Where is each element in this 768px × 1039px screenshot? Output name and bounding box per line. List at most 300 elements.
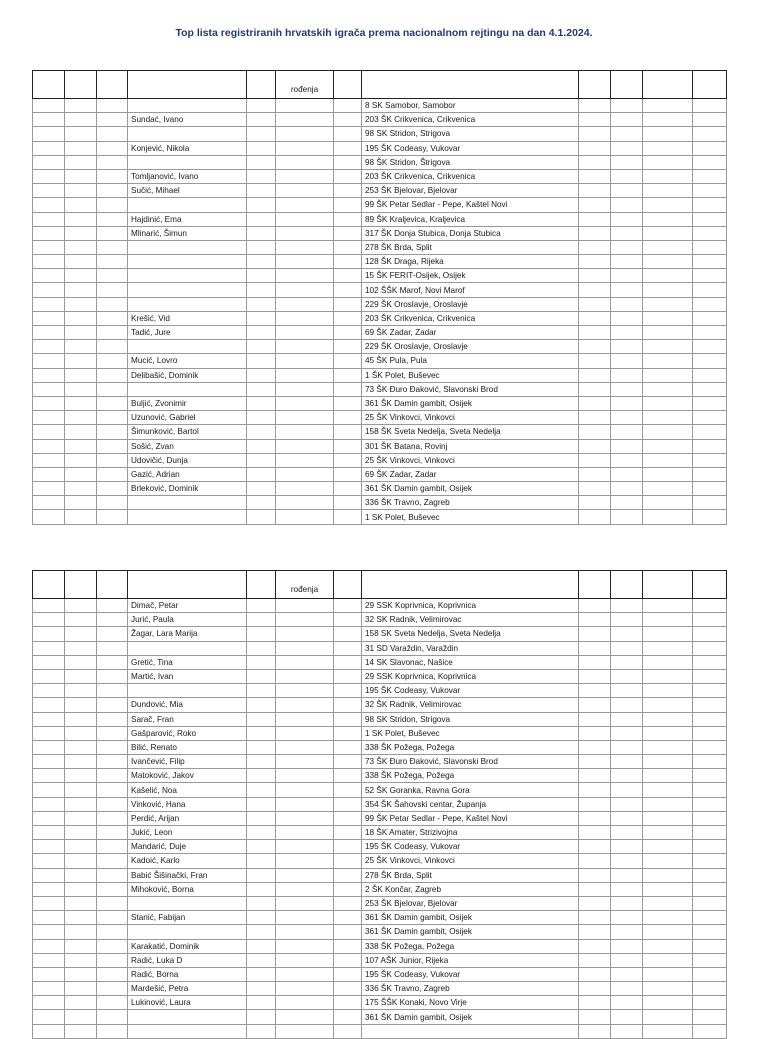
empty-cell <box>97 396 128 410</box>
club-name: 32 ŠK Radnik, Velimirovac <box>362 698 579 712</box>
empty-cell <box>643 439 693 453</box>
empty-cell <box>643 368 693 382</box>
empty-cell <box>65 882 97 896</box>
empty-cell <box>65 184 97 198</box>
empty-cell <box>579 797 611 811</box>
empty-cell <box>247 255 276 269</box>
table-row <box>33 868 727 882</box>
player-name <box>128 496 247 510</box>
table-row <box>33 396 727 410</box>
table-row <box>33 269 727 283</box>
empty-cell <box>247 698 276 712</box>
table-header-row <box>33 71 727 99</box>
empty-cell <box>693 425 727 439</box>
empty-cell <box>97 496 128 510</box>
empty-cell <box>334 967 362 981</box>
player-name: Gretić, Tina <box>128 655 247 669</box>
empty-cell <box>33 896 65 910</box>
table-row <box>33 967 727 981</box>
empty-cell <box>579 911 611 925</box>
club-name: 175 ŠŠK Konaki, Novo Virje <box>362 996 579 1010</box>
empty-cell <box>611 740 643 754</box>
empty-cell <box>579 283 611 297</box>
empty-cell <box>643 911 693 925</box>
table-row <box>33 1024 727 1038</box>
empty-cell <box>334 212 362 226</box>
empty-cell <box>579 868 611 882</box>
empty-cell <box>693 510 727 524</box>
empty-cell <box>643 354 693 368</box>
empty-cell <box>65 769 97 783</box>
empty-cell <box>611 127 643 141</box>
empty-cell <box>247 382 276 396</box>
empty-cell <box>611 996 643 1010</box>
table-row <box>33 641 727 655</box>
empty-cell <box>334 840 362 854</box>
empty-cell <box>643 226 693 240</box>
empty-cell <box>334 627 362 641</box>
empty-cell <box>33 127 65 141</box>
empty-cell <box>65 1024 97 1038</box>
empty-cell <box>334 726 362 740</box>
empty-cell <box>247 240 276 254</box>
empty-cell <box>334 255 362 269</box>
empty-cell <box>693 712 727 726</box>
table-row <box>33 510 727 524</box>
empty-cell <box>247 996 276 1010</box>
empty-cell <box>334 283 362 297</box>
empty-cell <box>611 726 643 740</box>
table-row <box>33 326 727 340</box>
table-row <box>33 684 727 698</box>
empty-cell <box>611 811 643 825</box>
empty-cell <box>247 496 276 510</box>
empty-cell <box>334 684 362 698</box>
empty-cell <box>97 925 128 939</box>
empty-cell <box>65 669 97 683</box>
empty-cell <box>334 797 362 811</box>
empty-cell <box>611 982 643 996</box>
empty-cell <box>334 826 362 840</box>
empty-cell <box>643 953 693 967</box>
empty-cell <box>276 797 334 811</box>
club-name: 8 SK Samobor, Samobor <box>362 99 579 113</box>
empty-cell <box>65 726 97 740</box>
empty-cell <box>247 169 276 183</box>
empty-cell <box>643 382 693 396</box>
empty-cell <box>579 826 611 840</box>
empty-cell <box>276 755 334 769</box>
empty-cell <box>334 882 362 896</box>
header-cell <box>247 71 276 99</box>
empty-cell <box>693 255 727 269</box>
club-name: 29 SSK Koprivnica, Koprivnica <box>362 599 579 613</box>
table-row <box>33 297 727 311</box>
empty-cell <box>33 854 65 868</box>
empty-cell <box>611 641 643 655</box>
table-row <box>33 726 727 740</box>
empty-cell <box>247 99 276 113</box>
club-name: 253 ŠK Bjelovar, Bjelovar <box>362 896 579 910</box>
empty-cell <box>693 297 727 311</box>
empty-cell <box>65 269 97 283</box>
empty-cell <box>693 882 727 896</box>
empty-cell <box>97 641 128 655</box>
empty-cell <box>643 896 693 910</box>
empty-cell <box>276 996 334 1010</box>
empty-cell <box>334 868 362 882</box>
empty-cell <box>97 613 128 627</box>
empty-cell <box>33 326 65 340</box>
empty-cell <box>643 198 693 212</box>
empty-cell <box>247 797 276 811</box>
empty-cell <box>65 967 97 981</box>
player-name: Ivančević, Filip <box>128 755 247 769</box>
empty-cell <box>334 113 362 127</box>
empty-cell <box>611 939 643 953</box>
club-name: 25 ŠK Vinkovci, Vinkovci <box>362 854 579 868</box>
empty-cell <box>334 439 362 453</box>
empty-cell <box>334 911 362 925</box>
empty-cell <box>276 967 334 981</box>
empty-cell <box>334 939 362 953</box>
empty-cell <box>334 482 362 496</box>
player-name: Gašparović, Roko <box>128 726 247 740</box>
empty-cell <box>611 882 643 896</box>
empty-cell <box>579 198 611 212</box>
empty-cell <box>643 326 693 340</box>
empty-cell <box>579 269 611 283</box>
player-name: Perdić, Arijan <box>128 811 247 825</box>
empty-cell <box>276 783 334 797</box>
empty-cell <box>334 496 362 510</box>
table-row <box>33 496 727 510</box>
club-name: 338 ŠK Požega, Požega <box>362 740 579 754</box>
empty-cell <box>97 982 128 996</box>
empty-cell <box>693 953 727 967</box>
empty-cell <box>33 240 65 254</box>
empty-cell <box>276 627 334 641</box>
empty-cell <box>334 854 362 868</box>
empty-cell <box>611 1010 643 1024</box>
club-name: 361 ŠK Damin gambit, Osijek <box>362 482 579 496</box>
empty-cell <box>579 712 611 726</box>
empty-cell <box>693 169 727 183</box>
empty-cell <box>693 684 727 698</box>
empty-cell <box>276 925 334 939</box>
empty-cell <box>579 297 611 311</box>
empty-cell <box>33 882 65 896</box>
empty-cell <box>693 896 727 910</box>
club-name: 14 SK Slavonac, Našice <box>362 655 579 669</box>
empty-cell <box>33 368 65 382</box>
empty-cell <box>33 212 65 226</box>
empty-cell <box>247 326 276 340</box>
club-name: 89 ŠK Kraljevica, Kraljevica <box>362 212 579 226</box>
empty-cell <box>611 599 643 613</box>
empty-cell <box>276 712 334 726</box>
club-name: 361 ŠK Damin gambit, Osijek <box>362 911 579 925</box>
empty-cell <box>247 982 276 996</box>
empty-cell <box>276 599 334 613</box>
empty-cell <box>579 169 611 183</box>
empty-cell <box>65 939 97 953</box>
player-name: Jurić, Paula <box>128 613 247 627</box>
club-name: 338 ŠK Požega, Požega <box>362 939 579 953</box>
empty-cell <box>693 269 727 283</box>
empty-cell <box>65 482 97 496</box>
empty-cell <box>611 510 643 524</box>
empty-cell <box>579 967 611 981</box>
empty-cell <box>579 226 611 240</box>
empty-cell <box>65 797 97 811</box>
empty-cell <box>693 184 727 198</box>
empty-cell <box>97 311 128 325</box>
empty-cell <box>276 1024 334 1038</box>
empty-cell <box>33 99 65 113</box>
header-cell <box>97 71 128 99</box>
player-name <box>128 240 247 254</box>
empty-cell <box>33 925 65 939</box>
empty-cell <box>276 740 334 754</box>
player-name: Karakatić, Dominik <box>128 939 247 953</box>
empty-cell <box>97 212 128 226</box>
empty-cell <box>33 641 65 655</box>
table-row <box>33 99 727 113</box>
empty-cell <box>276 467 334 481</box>
empty-cell <box>247 155 276 169</box>
player-name: Tadić, Jure <box>128 326 247 340</box>
empty-cell <box>334 740 362 754</box>
empty-cell <box>611 141 643 155</box>
player-name: Krešić, Vid <box>128 311 247 325</box>
empty-cell <box>334 169 362 183</box>
table-row <box>33 141 727 155</box>
empty-cell <box>579 184 611 198</box>
table-row <box>33 982 727 996</box>
empty-cell <box>97 840 128 854</box>
empty-cell <box>97 482 128 496</box>
empty-cell <box>643 811 693 825</box>
table-row <box>33 953 727 967</box>
empty-cell <box>97 755 128 769</box>
empty-cell <box>276 769 334 783</box>
empty-cell <box>693 669 727 683</box>
empty-cell <box>65 925 97 939</box>
club-name: 195 ŠK Codeasy, Vukovar <box>362 684 579 698</box>
empty-cell <box>65 684 97 698</box>
empty-cell <box>334 655 362 669</box>
empty-cell <box>334 712 362 726</box>
empty-cell <box>643 967 693 981</box>
empty-cell <box>247 453 276 467</box>
player-name: Lukinović, Laura <box>128 996 247 1010</box>
empty-cell <box>579 425 611 439</box>
empty-cell <box>33 226 65 240</box>
empty-cell <box>693 311 727 325</box>
empty-cell <box>247 510 276 524</box>
empty-cell <box>97 269 128 283</box>
empty-cell <box>33 382 65 396</box>
empty-cell <box>643 826 693 840</box>
empty-cell <box>33 1010 65 1024</box>
club-name: 203 ŠK Crikvenica, Crikvenica <box>362 113 579 127</box>
empty-cell <box>276 510 334 524</box>
empty-cell <box>65 226 97 240</box>
empty-cell <box>247 340 276 354</box>
player-name: Vinković, Hana <box>128 797 247 811</box>
empty-cell <box>334 297 362 311</box>
empty-cell <box>276 939 334 953</box>
empty-cell <box>65 283 97 297</box>
player-name: Bilić, Renato <box>128 740 247 754</box>
empty-cell <box>579 396 611 410</box>
empty-cell <box>579 510 611 524</box>
table-row <box>33 882 727 896</box>
empty-cell <box>247 269 276 283</box>
empty-cell <box>65 996 97 1010</box>
empty-cell <box>65 496 97 510</box>
header-cell <box>65 71 97 99</box>
empty-cell <box>65 99 97 113</box>
empty-cell <box>276 826 334 840</box>
empty-cell <box>611 311 643 325</box>
empty-cell <box>247 411 276 425</box>
empty-cell <box>579 982 611 996</box>
empty-cell <box>611 655 643 669</box>
header-cell <box>643 571 693 599</box>
club-name: 2 ŠK Končar, Zagreb <box>362 882 579 896</box>
table-row <box>33 439 727 453</box>
club-name: 203 ŠK Crikvenica, Crikvenica <box>362 169 579 183</box>
player-name: Sučić, Mihael <box>128 184 247 198</box>
club-name: 31 SD Varaždin, Varaždin <box>362 641 579 655</box>
player-name: Martić, Ivan <box>128 669 247 683</box>
empty-cell <box>579 882 611 896</box>
empty-cell <box>65 127 97 141</box>
player-name <box>128 896 247 910</box>
table-row <box>33 198 727 212</box>
empty-cell <box>643 726 693 740</box>
empty-cell <box>643 982 693 996</box>
club-name: 99 ŠK Petar Sedlar - Pepe, Kaštel Novi <box>362 198 579 212</box>
club-name: 32 SK Radnik, Velimirovac <box>362 613 579 627</box>
empty-cell <box>247 811 276 825</box>
empty-cell <box>611 496 643 510</box>
empty-cell <box>276 439 334 453</box>
empty-cell <box>97 1024 128 1038</box>
empty-cell <box>65 655 97 669</box>
empty-cell <box>276 155 334 169</box>
empty-cell <box>579 641 611 655</box>
header-cell <box>693 71 727 99</box>
empty-cell <box>97 712 128 726</box>
club-name: 301 ŠK Batana, Rovinj <box>362 439 579 453</box>
header-cell <box>97 571 128 599</box>
empty-cell <box>65 198 97 212</box>
club-name: 25 ŠK Vinkovci, Vinkovci <box>362 453 579 467</box>
table-row <box>33 655 727 669</box>
empty-cell <box>33 396 65 410</box>
empty-cell <box>611 482 643 496</box>
empty-cell <box>65 240 97 254</box>
empty-cell <box>334 669 362 683</box>
empty-cell <box>247 953 276 967</box>
empty-cell <box>693 99 727 113</box>
club-name: 317 ŠK Donja Stubica, Donja Stubica <box>362 226 579 240</box>
player-name: Uzunović, Gabriel <box>128 411 247 425</box>
empty-cell <box>276 953 334 967</box>
empty-cell <box>247 655 276 669</box>
empty-cell <box>693 240 727 254</box>
empty-cell <box>693 226 727 240</box>
empty-cell <box>611 840 643 854</box>
player-name: Sošić, Zvan <box>128 439 247 453</box>
empty-cell <box>334 783 362 797</box>
player-name: Konjević, Nikola <box>128 141 247 155</box>
empty-cell <box>334 354 362 368</box>
empty-cell <box>247 755 276 769</box>
empty-cell <box>579 854 611 868</box>
player-name: Dimač, Petar <box>128 599 247 613</box>
empty-cell <box>65 340 97 354</box>
club-name: 25 ŠK Vinkovci, Vinkovci <box>362 411 579 425</box>
empty-cell <box>693 811 727 825</box>
empty-cell <box>65 453 97 467</box>
empty-cell <box>611 854 643 868</box>
club-name: 336 ŠK Travno, Zagreb <box>362 496 579 510</box>
empty-cell <box>97 698 128 712</box>
club-name: 278 ŠK Brda, Split <box>362 240 579 254</box>
player-name <box>128 382 247 396</box>
empty-cell <box>579 811 611 825</box>
empty-cell <box>611 826 643 840</box>
empty-cell <box>693 155 727 169</box>
empty-cell <box>276 1010 334 1024</box>
empty-cell <box>579 613 611 627</box>
empty-cell <box>611 240 643 254</box>
header-cell <box>643 71 693 99</box>
empty-cell <box>247 396 276 410</box>
empty-cell <box>579 1010 611 1024</box>
empty-cell <box>611 113 643 127</box>
empty-cell <box>33 613 65 627</box>
empty-cell <box>611 283 643 297</box>
empty-cell <box>276 226 334 240</box>
empty-cell <box>97 453 128 467</box>
empty-cell <box>579 411 611 425</box>
empty-cell <box>611 797 643 811</box>
empty-cell <box>65 297 97 311</box>
empty-cell <box>247 840 276 854</box>
empty-cell <box>97 382 128 396</box>
empty-cell <box>611 613 643 627</box>
empty-cell <box>33 340 65 354</box>
empty-cell <box>33 669 65 683</box>
empty-cell <box>247 599 276 613</box>
empty-cell <box>611 411 643 425</box>
empty-cell <box>334 411 362 425</box>
empty-cell <box>247 627 276 641</box>
header-cell <box>128 71 247 99</box>
empty-cell <box>611 868 643 882</box>
club-name: 195 ŠK Codeasy, Vukovar <box>362 967 579 981</box>
empty-cell <box>65 826 97 840</box>
empty-cell <box>643 467 693 481</box>
empty-cell <box>33 482 65 496</box>
empty-cell <box>643 510 693 524</box>
player-name: Mandarić, Duje <box>128 840 247 854</box>
